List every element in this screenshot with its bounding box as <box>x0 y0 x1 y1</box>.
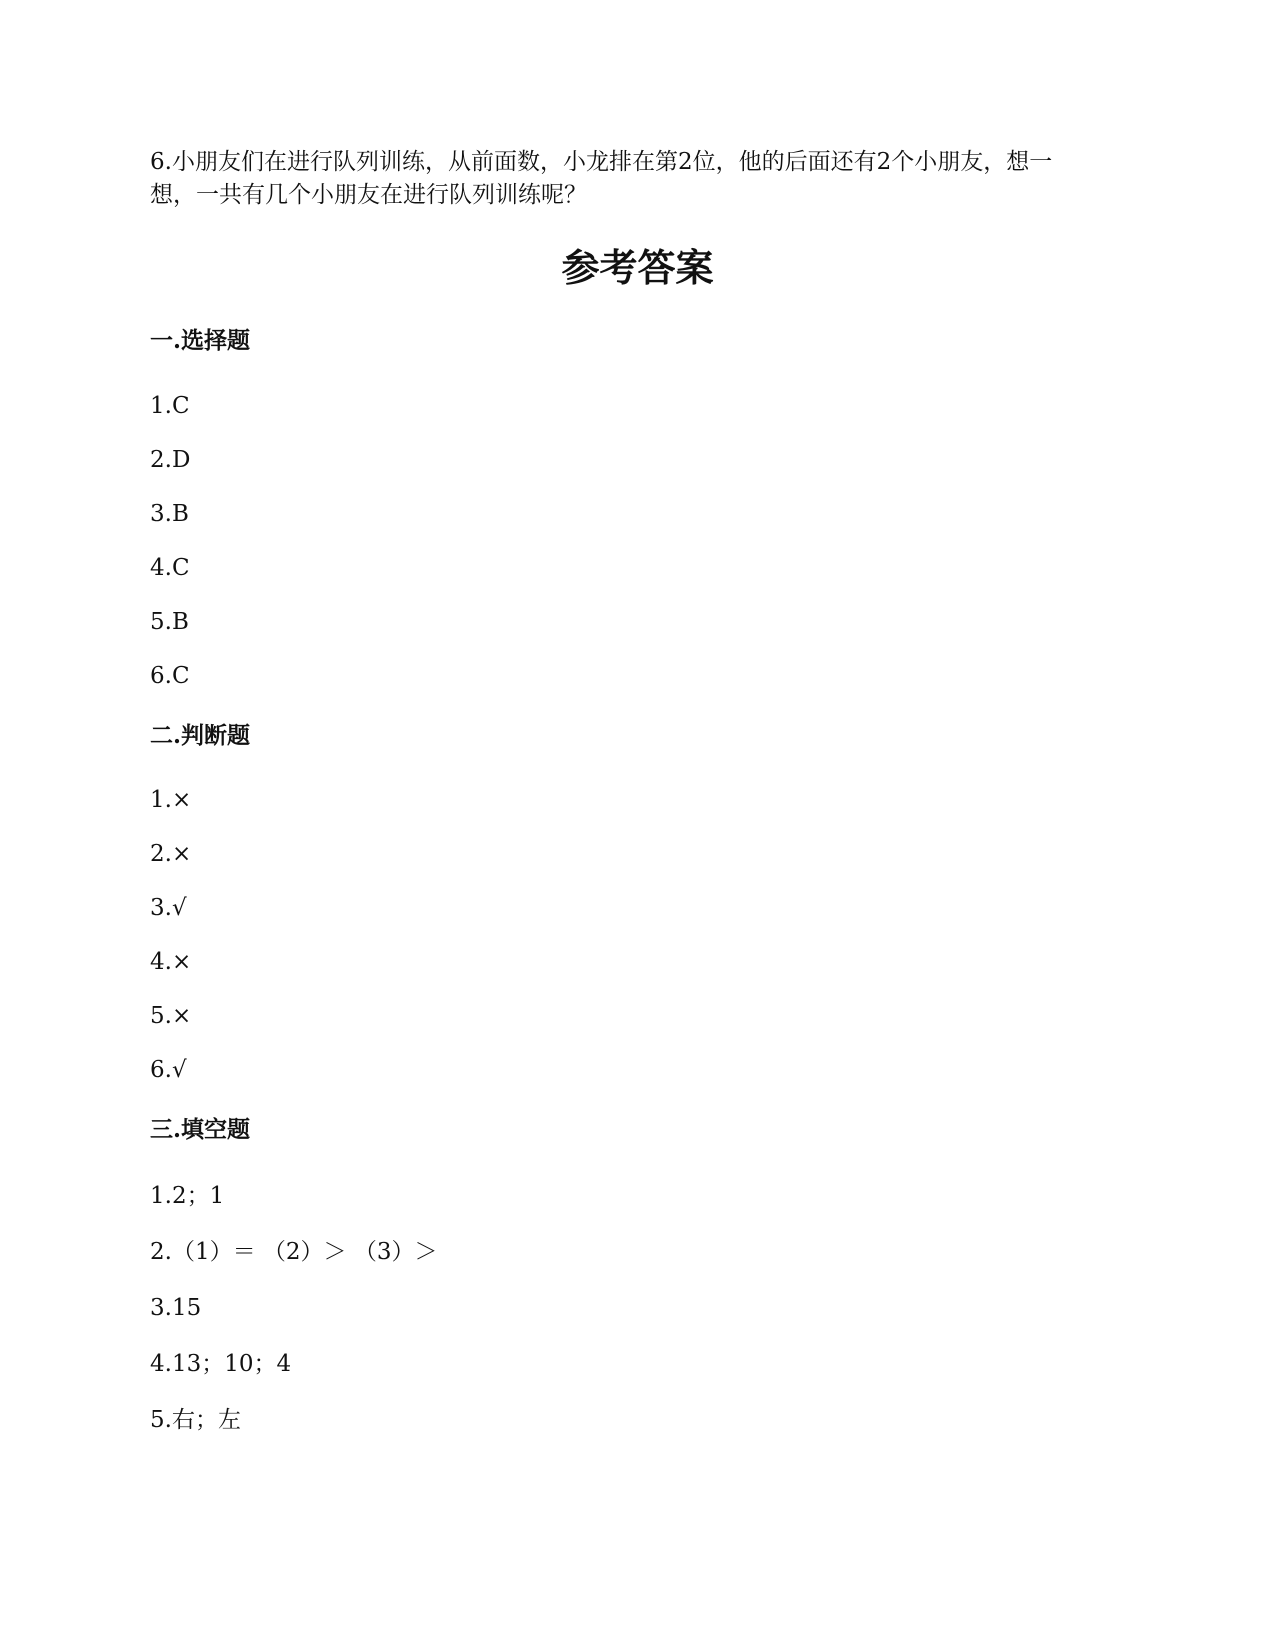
answer-item: 2.（1）＝ （2）＞ （3）＞ <box>150 1239 438 1265</box>
answer-item: 4.13；10；4 <box>150 1351 292 1377</box>
section-heading-fill-in-blank: 三.填空题 <box>150 1116 251 1143</box>
answer-item: 3.15 <box>150 1295 202 1321</box>
answer-item: 2.× <box>150 841 192 867</box>
answer-item: 4.C <box>150 555 190 581</box>
section-heading-true-false: 二.判断题 <box>150 722 251 749</box>
question-6-line-1: 6.小朋友们在进行队列训练，从前面数，小龙排在第2位，他的后面还有2个小朋友，想一 <box>150 149 1053 175</box>
answer-item: 1.2；1 <box>150 1183 225 1209</box>
question-6-line-2: 想，一共有几个小朋友在进行队列训练呢？ <box>150 182 587 208</box>
answer-item: 5.右；左 <box>150 1407 241 1433</box>
answer-item: 5.B <box>150 609 189 635</box>
answer-item: 2.D <box>150 447 191 473</box>
answer-item: 6.C <box>150 663 190 689</box>
answer-item: 1.× <box>150 787 192 813</box>
section-heading-multiple-choice: 一.选择题 <box>150 327 251 354</box>
answer-key-title: 参考答案 <box>561 245 714 290</box>
answer-item: 4.× <box>150 949 192 975</box>
answer-item: 1.C <box>150 393 190 419</box>
answer-item: 3.√ <box>150 895 187 921</box>
answer-item: 6.√ <box>150 1057 187 1083</box>
answer-item: 3.B <box>150 501 189 527</box>
answer-item: 5.× <box>150 1003 192 1029</box>
question-6 <box>150 146 1125 212</box>
